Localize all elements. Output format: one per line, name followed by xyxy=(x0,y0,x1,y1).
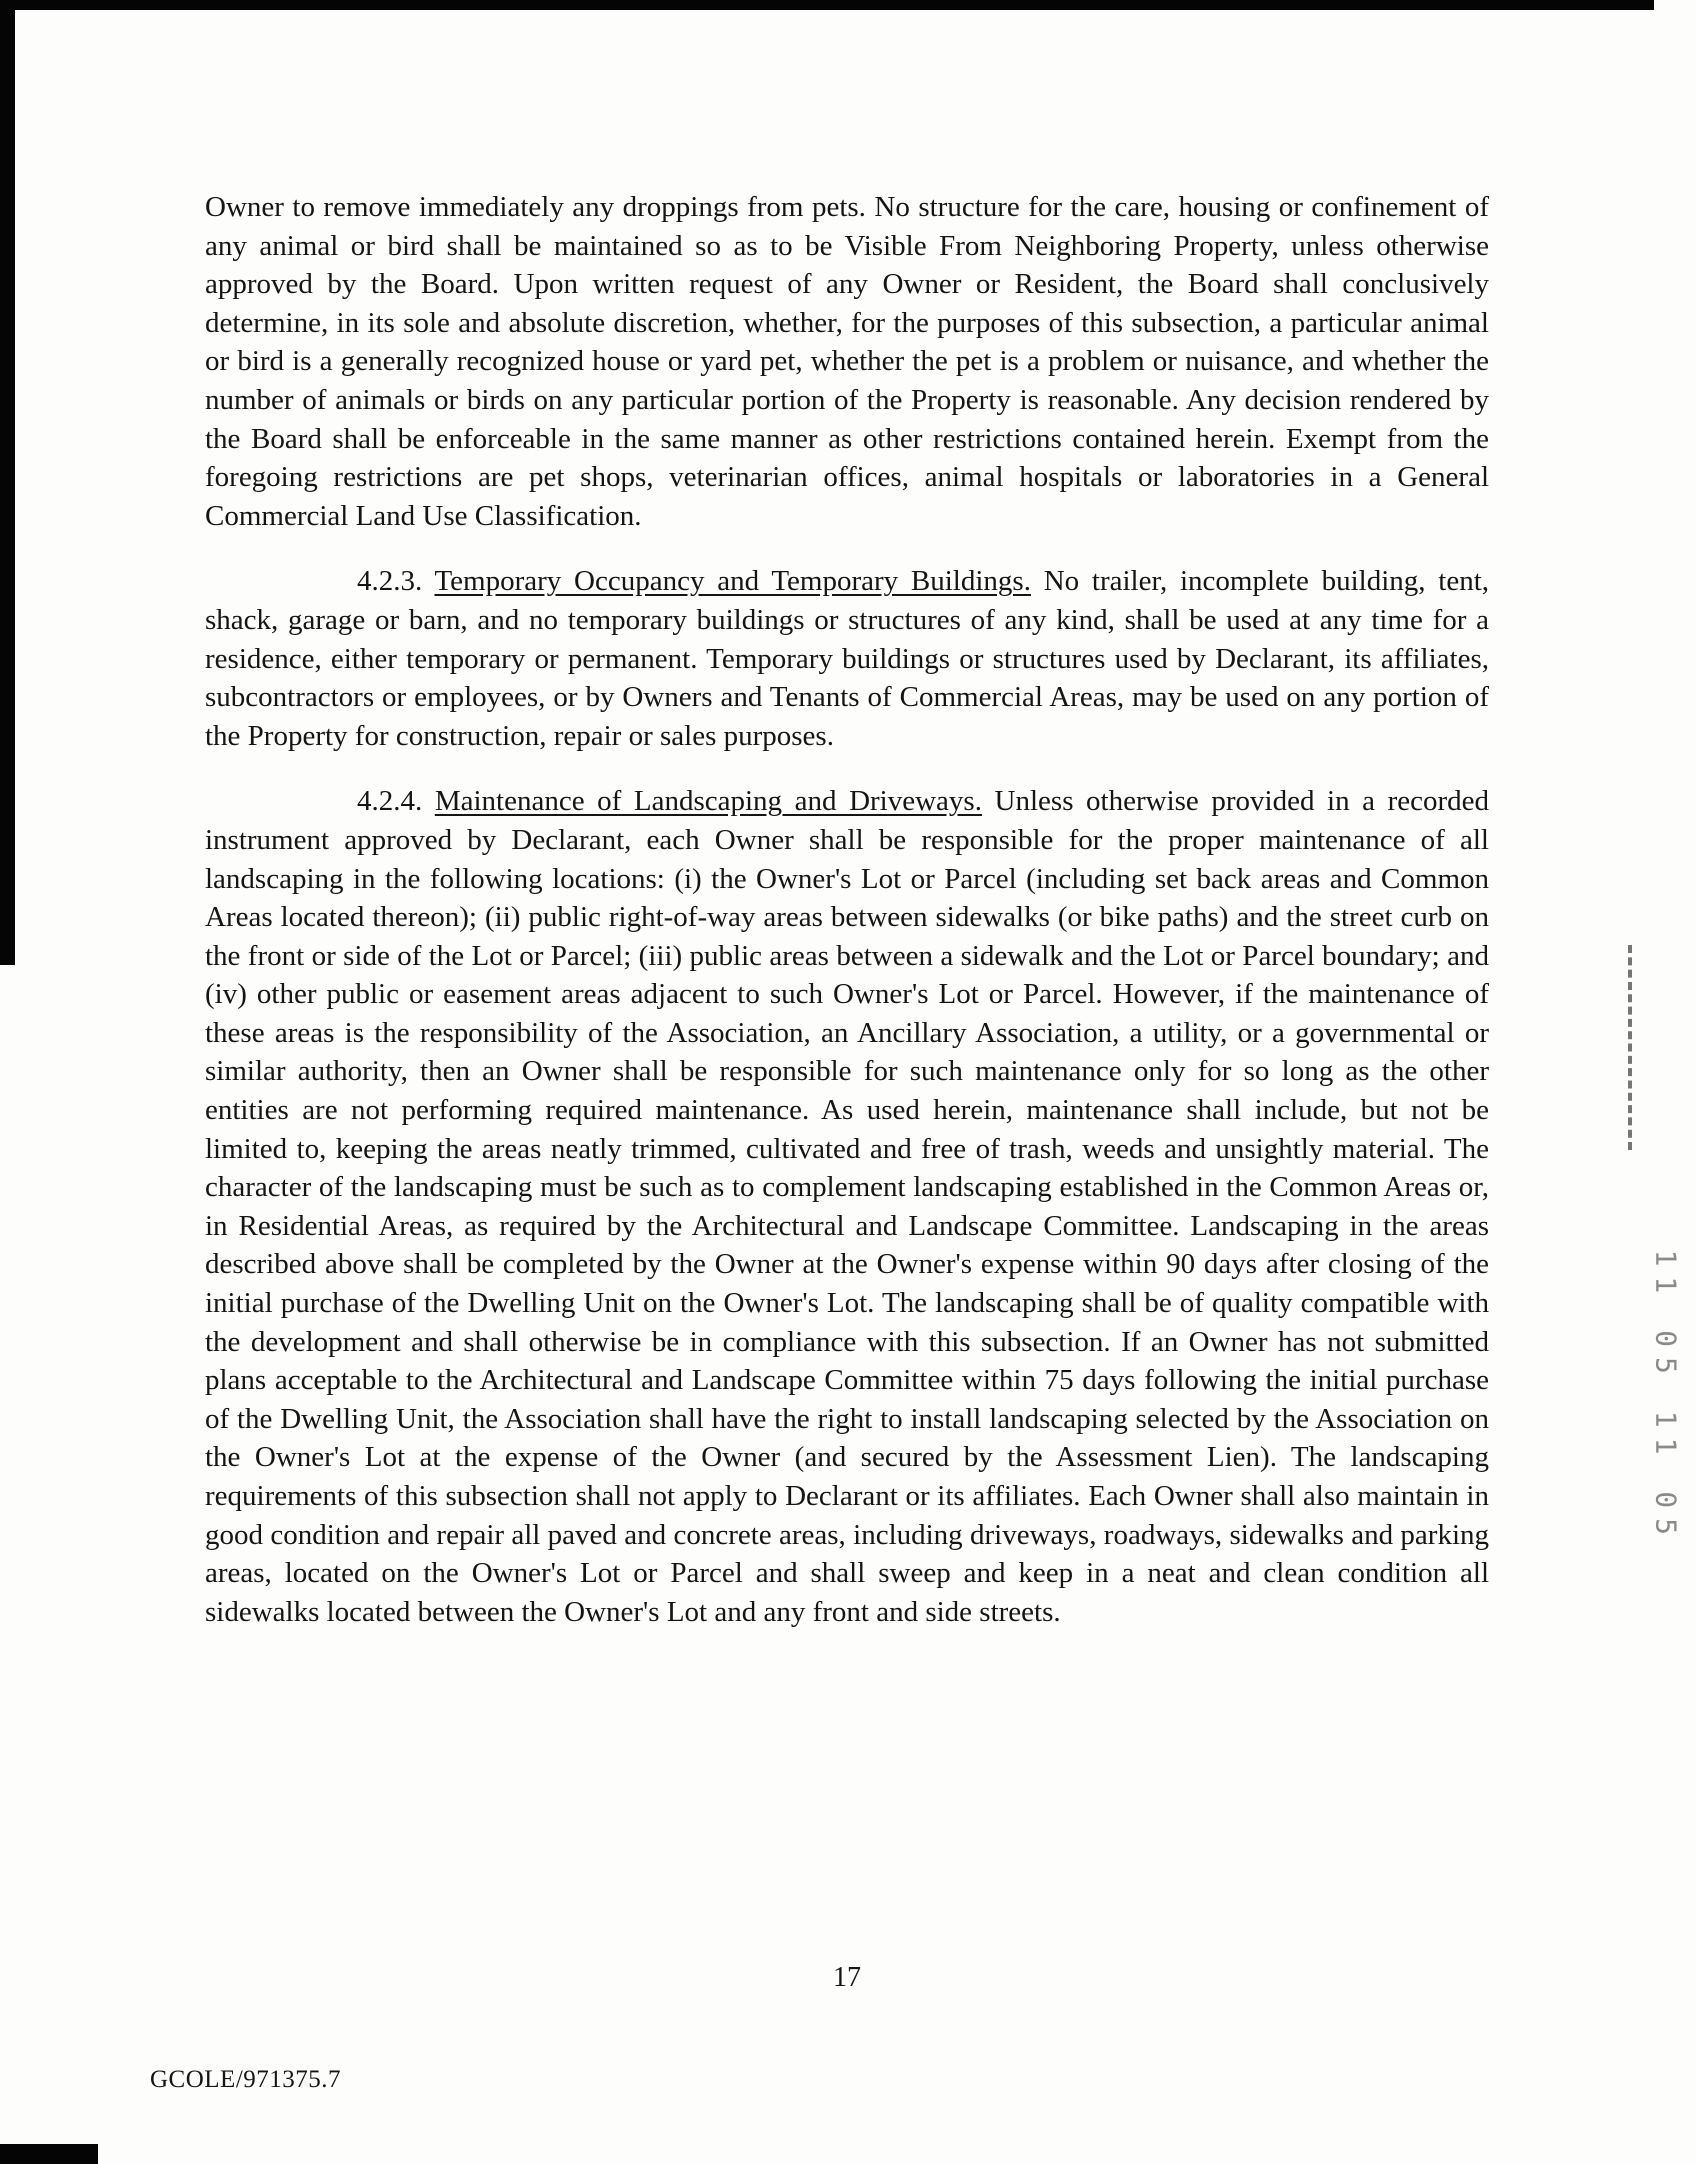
section-4-2-3 xyxy=(205,562,1489,755)
scan-artifact-left-bar xyxy=(0,0,15,965)
document-body xyxy=(205,188,1489,1631)
fax-stamp-edge-text: 11 05 11 05 xyxy=(1649,1249,1682,1545)
paragraph-pets-continuation: Owner to remove immediately any droppings from pets. No structure for the care, housing or confinement of any animal or bird shall be maintained so as to be Visible From Neighboring Property, unless otherwise approved by the Board. Upon written request of any Owner or Resident, the Board shall conclusively determine, in its sole and absolute discretion, whether, for the purposes of this subsection, a particular animal or bird is a generally recognized house or yard pet, whether the pet is a problem or nuisance, and whether the number of animals or birds on any particular portion of the Property is reasonable. Any decision rendered by the Board shall be enforceable in the same manner as other restrictions contained herein. Exempt from the foregoing restrictions are pet shops, veterinarian offices, animal hospitals or laboratories in a General Commercial Land Use Classification. xyxy=(205,191,1489,532)
section-title: Temporary Occupancy and Temporary Buildings. xyxy=(434,565,1031,598)
scan-artifact-bottom-left-bar xyxy=(0,2144,98,2164)
scan-artifact-edge-dashes xyxy=(1628,945,1632,1150)
section-title: Maintenance of Landscaping and Driveways. xyxy=(434,785,982,818)
section-4-2-4 xyxy=(205,782,1489,1631)
page-number: 17 xyxy=(833,1962,861,1993)
document-id: GCOLE/971375.7 xyxy=(150,2066,342,2093)
section-number: 4.2.3. xyxy=(357,565,423,598)
section-body: No trailer, incomplete building, tent, shack, garage or barn, and no temporary buildings or structures of any kind, shall be used at any time for a residence, either temporary or permanent. Temporary buildings or structures used by Declarant, its affiliates, subcontractors or employees, or by Owners and Tenants of Commercial Areas, may be used on any portion of the Property for construction, repair or sales purposes. xyxy=(205,565,1490,752)
section-body: Unless otherwise provided in a recorded instrument approved by Declarant, each Owner shall be responsible for the proper maintenance of all landscaping in the following locations: (i) the Owner's Lot or Parcel (including set back areas and Common Areas located thereon); (ii) public right-of-way areas between sidewalks (or bike paths) and the street curb on the front or side of the Lot or Parcel; (iii) public areas between a sidewalk and the Lot or Parcel boundary; and (iv) other public or easement areas adjacent to such Owner's Lot or Parcel. However, if the maintenance of these areas is the responsibility of the Association, an Ancillary Association, a utility, or a governmental or similar authority, then an Owner shall be responsible for such maintenance only for so long as the other entities are not performing required maintenance. As used herein, maintenance shall include, but not be limited to, keeping the areas neatly trimmed, cultivated and free of trash, weeds and unsightly material. The character of the landscaping must be such as to complement landscaping established in the Common Areas or, in Residential Areas, as required by the Architectural and Landscape Committee. Landscaping in the areas described above shall be completed by the Owner at the Owner's expense within 90 days after closing of the initial purchase of the Dwelling Unit on the Owner's Lot. The landscaping shall be of quality compatible with the development and shall otherwise be in compliance with this subsection. If an Owner has not submitted plans acceptable to the Architectural and Landscape Committee within 75 days following the initial purchase of the Dwelling Unit, the Association shall have the right to install landscaping selected by the Association on the Owner's Lot at the expense of the Owner (and secured by the Assessment Lien). The landscaping requirements of this subsection shall not apply to Declarant or its affiliates. Each Owner shall also maintain in good condition and repair all paved and concrete areas, including driveways, roadways, sidewalks and parking areas, located on the Owner's Lot or Parcel and shall sweep and keep in a neat and clean condition all sidewalks located between the Owner's Lot and any front and side streets. xyxy=(205,785,1490,1628)
section-number: 4.2.4. xyxy=(357,785,423,818)
scan-artifact-top-bar xyxy=(12,0,1654,10)
